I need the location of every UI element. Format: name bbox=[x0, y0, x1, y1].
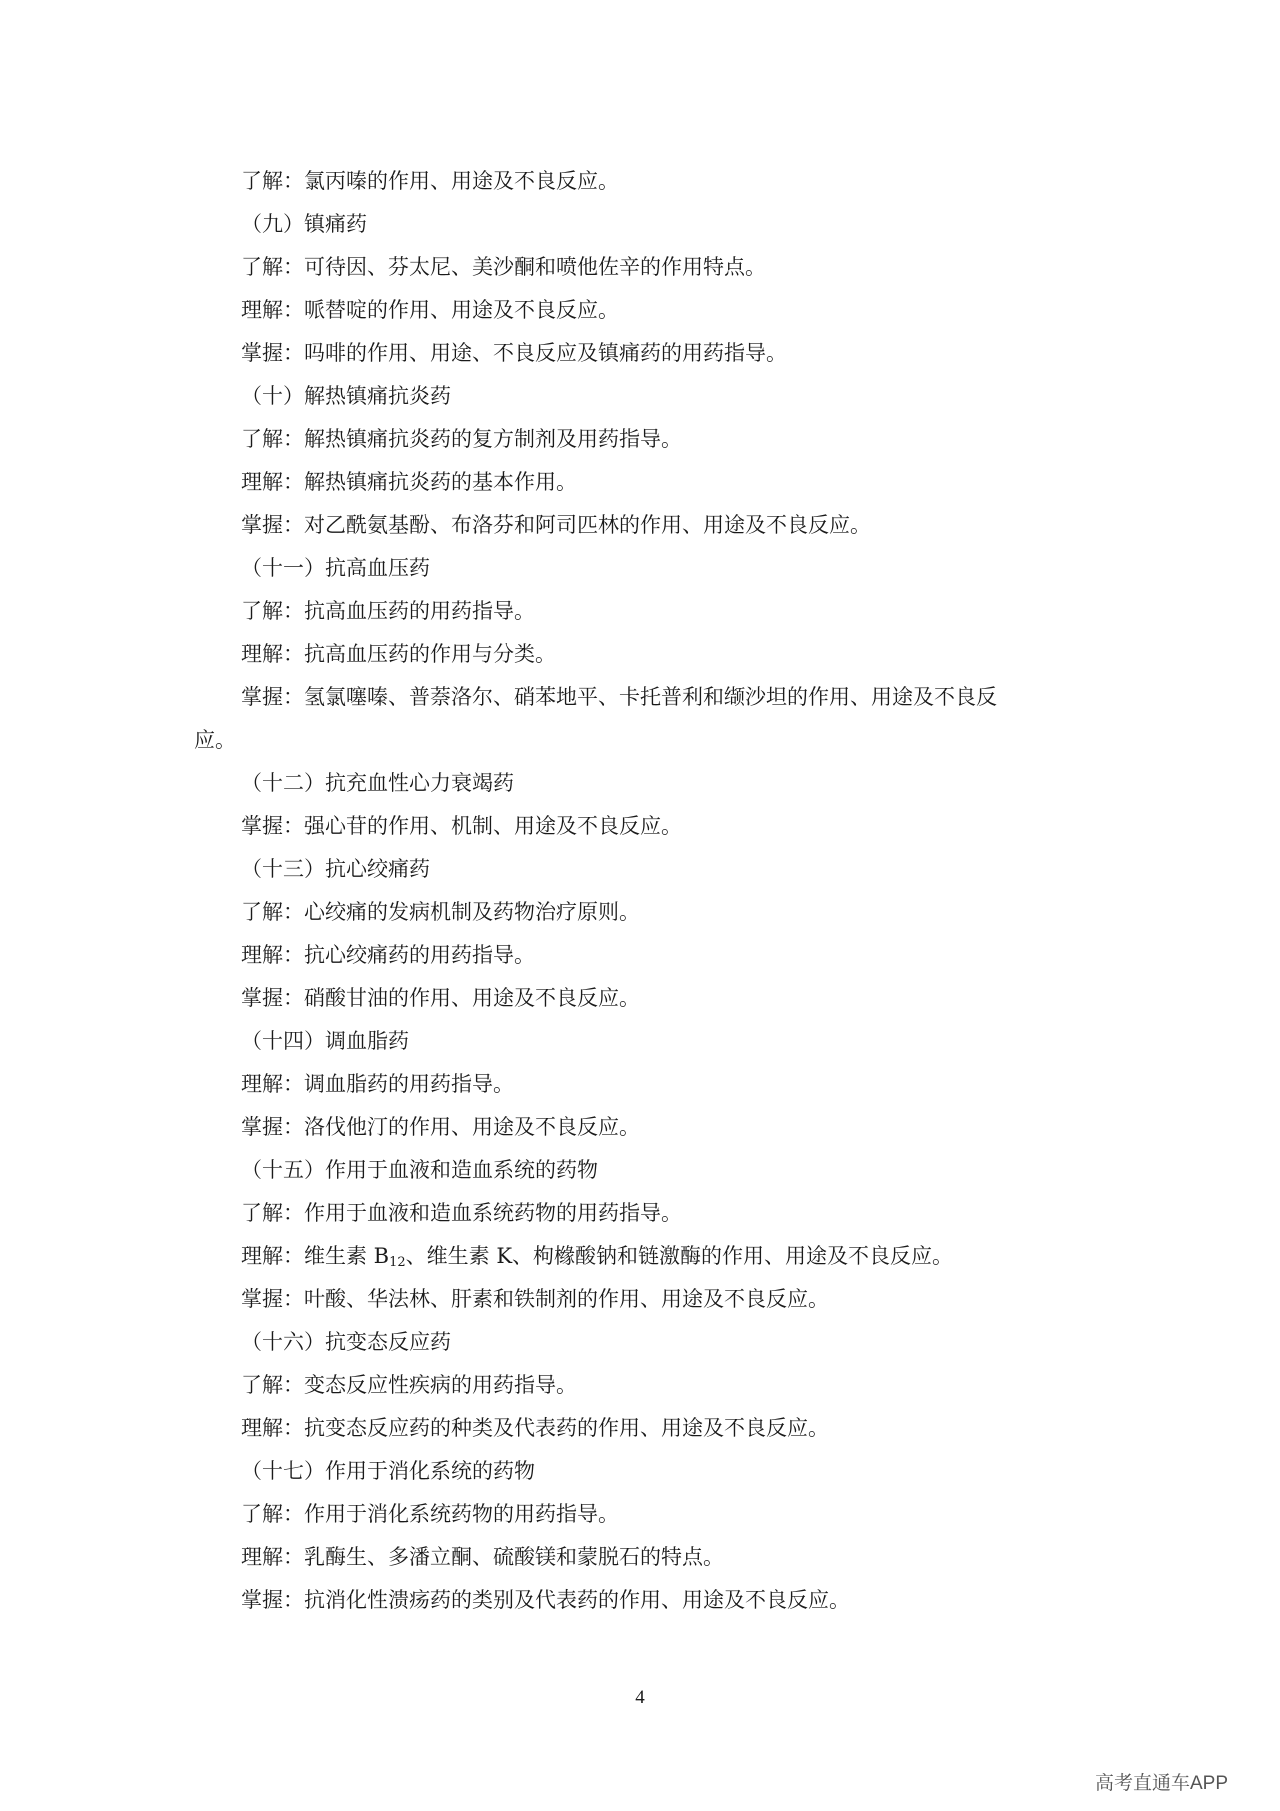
document-body bbox=[194, 160, 1094, 1622]
section-heading: （十四）调血脂药 bbox=[241, 1029, 409, 1053]
body-line-vitamins bbox=[194, 1235, 1094, 1278]
body-line: 了解：心绞痛的发病机制及药物治疗原则。 bbox=[241, 900, 640, 924]
body-line: 掌握：洛伐他汀的作用、用途及不良反应。 bbox=[241, 1115, 640, 1139]
body-line: 理解：乳酶生、多潘立酮、硫酸镁和蒙脱石的特点。 bbox=[241, 1545, 724, 1569]
body-line: 理解：抗高血压药的作用与分类。 bbox=[241, 642, 556, 666]
body-line: 掌握：对乙酰氨基酚、布洛芬和阿司匹林的作用、用途及不良反应。 bbox=[241, 513, 871, 537]
body-line: 掌握：硝酸甘油的作用、用途及不良反应。 bbox=[241, 986, 640, 1010]
body-line: 了解：可待因、芬太尼、美沙酮和喷他佐辛的作用特点。 bbox=[241, 255, 766, 279]
body-line: 掌握：吗啡的作用、用途、不良反应及镇痛药的用药指导。 bbox=[241, 341, 787, 365]
body-line: 了解：氯丙嗪的作用、用途及不良反应。 bbox=[241, 169, 619, 193]
body-line: 掌握：抗消化性溃疡药的类别及代表药的作用、用途及不良反应。 bbox=[241, 1588, 850, 1612]
section-heading: （十三）抗心绞痛药 bbox=[241, 857, 430, 881]
body-line: 理解：抗心绞痛药的用药指导。 bbox=[241, 943, 535, 967]
watermark-text: 高考直通车APP bbox=[1094, 1773, 1228, 1794]
section-heading: （十七）作用于消化系统的药物 bbox=[241, 1459, 535, 1483]
section-heading: （十）解热镇痛抗炎药 bbox=[241, 384, 451, 408]
body-line: 掌握：强心苷的作用、机制、用途及不良反应。 bbox=[241, 814, 682, 838]
section-heading: （十六）抗变态反应药 bbox=[241, 1330, 451, 1354]
body-line: 理解：调血脂药的用药指导。 bbox=[241, 1072, 514, 1096]
section-heading: （十五）作用于血液和造血系统的药物 bbox=[241, 1158, 598, 1182]
body-line: 掌握：叶酸、华法林、肝素和铁制剂的作用、用途及不良反应。 bbox=[241, 1287, 829, 1311]
vitamin-line-prefix: 理解：维生素 B bbox=[241, 1244, 390, 1268]
vitamin-b12-subscript: 12 bbox=[389, 1255, 406, 1270]
body-line: 理解：解热镇痛抗炎药的基本作用。 bbox=[241, 470, 577, 494]
body-line-continuation: 应。 bbox=[194, 728, 236, 752]
body-line: 了解：变态反应性疾病的用药指导。 bbox=[241, 1373, 577, 1397]
vitamin-line-suffix: 、维生素 K、枸橼酸钠和链激酶的作用、用途及不良反应。 bbox=[405, 1244, 954, 1268]
page-number: 4 bbox=[635, 1687, 645, 1708]
body-line: 了解：作用于血液和造血系统药物的用药指导。 bbox=[241, 1201, 682, 1225]
section-heading: （十二）抗充血性心力衰竭药 bbox=[241, 771, 514, 795]
section-heading: （十一）抗高血压药 bbox=[241, 556, 430, 580]
body-line: 了解：抗高血压药的用药指导。 bbox=[241, 599, 535, 623]
body-line: 了解：解热镇痛抗炎药的复方制剂及用药指导。 bbox=[241, 427, 682, 451]
section-heading: （九）镇痛药 bbox=[241, 212, 367, 236]
body-line: 掌握：氢氯噻嗪、普萘洛尔、硝苯地平、卡托普利和缬沙坦的作用、用途及不良反 bbox=[241, 685, 997, 709]
body-line: 理解：哌替啶的作用、用途及不良反应。 bbox=[241, 298, 619, 322]
body-line: 理解：抗变态反应药的种类及代表药的作用、用途及不良反应。 bbox=[241, 1416, 829, 1440]
body-line: 了解：作用于消化系统药物的用药指导。 bbox=[241, 1502, 619, 1526]
